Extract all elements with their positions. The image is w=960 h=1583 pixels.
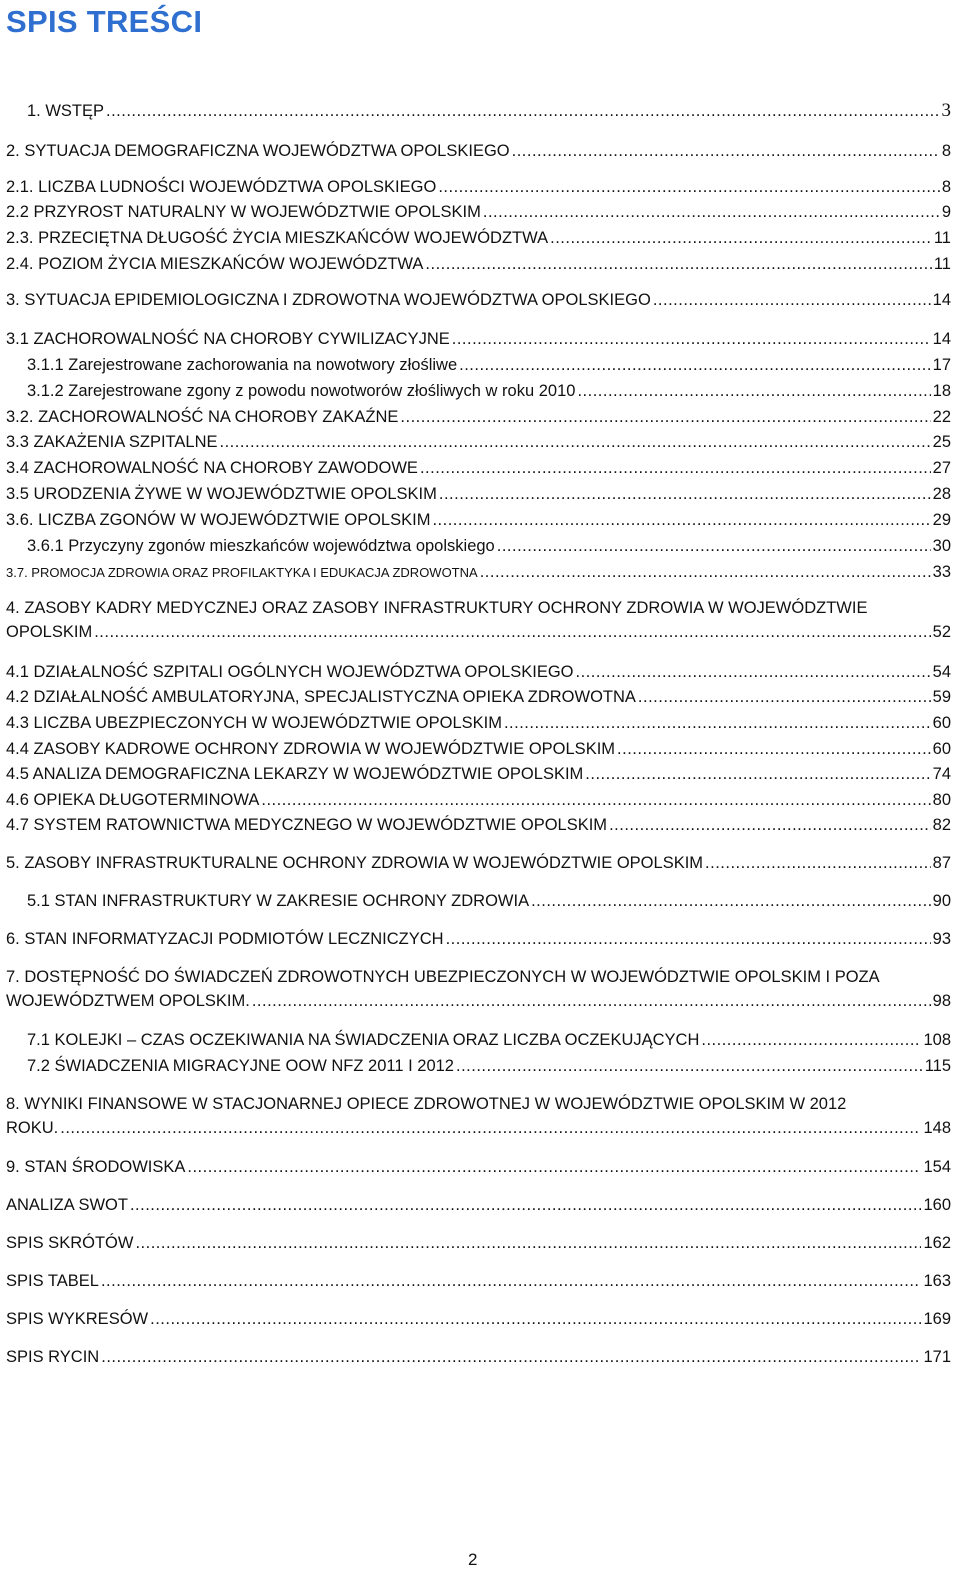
toc-entry-page: 82 <box>932 816 951 834</box>
toc-entry[interactable] <box>27 537 951 556</box>
leader-dots <box>617 740 931 759</box>
toc-entry-page: 25 <box>932 433 951 451</box>
leader-dots <box>456 1057 923 1076</box>
toc-entry-text: 2.4. POZIOM ŻYCIA MIESZKAŃCÓW WOJEWÓDZTWA <box>6 255 424 273</box>
toc-entry[interactable] <box>6 1234 951 1253</box>
toc-entry-text: 4.4 ZASOBY KADROWE OCHRONY ZDROWIA W WOJEWÓDZTWIE OPOLSKIM <box>6 740 616 758</box>
toc-entry-page: 52 <box>932 623 951 641</box>
page-number: 2 <box>468 1550 478 1569</box>
toc-entry[interactable] <box>27 100 951 122</box>
toc-entry-text: 5.1 STAN INFRASTRUKTURY W ZAKRESIE OCHRONY ZDROWIA <box>27 892 530 910</box>
toc-entry-page: 22 <box>932 408 951 426</box>
toc-entry-page: 9 <box>941 203 951 221</box>
toc-entry-text: 7.2 ŚWIADCZENIA MIGRACYJNE OOW NFZ 2011 I 2012 <box>27 1057 454 1075</box>
toc-entry[interactable] <box>6 740 951 759</box>
leader-dots <box>425 255 931 274</box>
toc-entry[interactable] <box>6 854 951 873</box>
toc-entry[interactable] <box>6 791 951 810</box>
toc-entry-page: 54 <box>932 663 951 681</box>
toc-entry[interactable] <box>6 1310 951 1329</box>
toc-entry[interactable] <box>6 1158 951 1177</box>
toc-entry[interactable] <box>6 255 951 274</box>
toc-entry-page: 162 <box>923 1234 951 1252</box>
toc-entry-page: 74 <box>932 765 951 783</box>
toc-entry[interactable] <box>6 663 951 682</box>
toc-entry-page: 14 <box>932 330 951 348</box>
toc-entry[interactable] <box>6 203 951 222</box>
toc-entry[interactable] <box>6 930 951 949</box>
toc-entry-text: 4.1 DZIAŁALNOŚĆ SZPITALI OGÓLNYCH WOJEWÓDZTWA OPOLSKIEGO <box>6 663 574 681</box>
toc-entry-multiline[interactable] <box>6 968 951 1011</box>
leader-dots <box>452 330 931 349</box>
leader-dots <box>150 1310 921 1329</box>
leader-dots <box>220 433 931 452</box>
leader-dots <box>483 203 940 222</box>
leader-dots <box>400 408 930 427</box>
toc-entry[interactable] <box>6 459 951 478</box>
toc-entry-text: 3.4 ZACHOROWALNOŚĆ NA CHOROBY ZAWODOWE <box>6 459 418 477</box>
toc-entry[interactable] <box>27 356 951 375</box>
toc-entry-text: ANALIZA SWOT <box>6 1196 128 1214</box>
leader-dots <box>94 623 930 642</box>
leader-dots <box>432 511 930 530</box>
toc-entry-page: 171 <box>923 1348 951 1366</box>
toc-entry[interactable] <box>6 1348 951 1367</box>
toc-entry-text: 9. STAN ŚRODOWISKA <box>6 1158 186 1176</box>
toc-entry[interactable] <box>6 1196 951 1215</box>
toc-entry-page: 90 <box>932 892 951 910</box>
leader-dots <box>130 1196 922 1215</box>
toc-entry-page: 154 <box>923 1158 951 1176</box>
leader-dots <box>439 485 931 504</box>
toc-entry-line2 <box>6 992 951 1011</box>
leader-dots <box>577 382 930 401</box>
toc-entry-text: 3.3 ZAKAŻENIA SZPITALNE <box>6 433 218 451</box>
toc-entry[interactable] <box>6 688 951 707</box>
leader-dots <box>480 563 931 582</box>
toc-entry-page: 14 <box>932 291 951 309</box>
toc-entry-text: 4.3 LICZBA UBEZPIECZONYCH W WOJEWÓDZTWIE OPOLSKIM <box>6 714 502 732</box>
toc-entry-text-cont: WOJEWÓDZTWEM OPOLSKIM. <box>6 992 250 1010</box>
toc-entry[interactable] <box>6 816 951 835</box>
leader-dots <box>60 1119 921 1138</box>
toc-entry[interactable] <box>6 330 951 349</box>
toc-entry-text: 3.5 URODZENIA ŻYWE W WOJEWÓDZTWIE OPOLSKIM <box>6 485 437 503</box>
toc-entry-page: 59 <box>932 688 951 706</box>
toc-entry-text: SPIS WYKRESÓW <box>6 1310 149 1328</box>
toc-entry-text: 3.1.2 Zarejestrowane zgony z powodu nowotworów złośliwych w roku 2010 <box>27 382 576 400</box>
leader-dots <box>438 178 940 197</box>
toc-entry-text-cont: OPOLSKIM <box>6 623 93 641</box>
leader-dots <box>609 816 931 835</box>
toc-entry-page: 163 <box>923 1272 951 1290</box>
leader-dots <box>701 1031 921 1050</box>
leader-dots <box>638 688 931 707</box>
toc-entry-text: 6. STAN INFORMATYZACJI PODMIOTÓW LECZNICZYCH <box>6 930 444 948</box>
toc-entry-text: 3.6.1 Przyczyny zgonów mieszkańców województwa opolskiego <box>27 537 495 555</box>
toc-entry-page: 98 <box>932 992 951 1010</box>
toc-entry-line2 <box>6 1119 951 1138</box>
toc-entry[interactable] <box>6 563 951 582</box>
toc-entry-text: SPIS SKRÓTÓW <box>6 1234 134 1252</box>
toc-entry[interactable] <box>27 1057 951 1076</box>
toc-entry-page: 148 <box>923 1119 951 1137</box>
toc-entry-page: 11 <box>933 255 951 273</box>
toc-entry-text: 5. ZASOBY INFRASTRUKTURALNE OCHRONY ZDROWIA W WOJEWÓDZTWIE OPOLSKIM <box>6 854 704 872</box>
toc-entry[interactable] <box>6 433 951 452</box>
page-title: SPIS TREŚCI <box>6 4 203 39</box>
toc-entry[interactable] <box>6 714 951 733</box>
leader-dots <box>512 142 940 161</box>
toc-entry-text: 7.1 KOLEJKI – CZAS OCZEKIWANIA NA ŚWIADCZENIA ORAZ LICZBA OCZEKUJĄCYCH <box>27 1031 700 1049</box>
toc-entry-page: 115 <box>924 1057 951 1075</box>
toc-entry-text: SPIS RYCIN <box>6 1348 100 1366</box>
toc-entry-line2 <box>6 623 951 642</box>
leader-dots <box>252 992 931 1011</box>
toc-entry-multiline[interactable] <box>6 599 951 642</box>
toc-entry-page: 29 <box>932 511 951 529</box>
toc-entry[interactable] <box>6 178 951 197</box>
toc-entry-page: 108 <box>923 1031 951 1049</box>
toc-entry[interactable] <box>6 511 951 530</box>
leader-dots <box>135 1234 921 1253</box>
toc-entry-page: 17 <box>932 356 951 374</box>
toc-entry-text: 3.1 ZACHOROWALNOŚĆ NA CHOROBY CYWILIZACYJNE <box>6 330 450 348</box>
leader-dots <box>705 854 931 873</box>
leader-dots <box>106 102 939 121</box>
leader-dots <box>497 537 931 556</box>
toc-entry[interactable] <box>6 485 951 504</box>
toc-entry[interactable] <box>27 892 951 911</box>
toc-entry[interactable] <box>6 765 951 784</box>
leader-dots <box>585 765 930 784</box>
toc-entry-text: 3.2. ZACHOROWALNOŚĆ NA CHOROBY ZAKAŹNE <box>6 408 399 426</box>
toc-entry-page: 93 <box>932 930 951 948</box>
toc-entry[interactable] <box>6 291 951 310</box>
toc-entry-text: 4.7 SYSTEM RATOWNICTWA MEDYCZNEGO W WOJEWÓDZTWIE OPOLSKIM <box>6 816 608 834</box>
leader-dots <box>446 930 931 949</box>
toc-entry-text: 4.6 OPIEKA DŁUGOTERMINOWA <box>6 791 260 809</box>
toc-entry[interactable] <box>6 142 951 161</box>
toc-entry[interactable] <box>6 229 951 248</box>
toc-entry-text: 4.5 ANALIZA DEMOGRAFICZNA LEKARZY W WOJEWÓDZTWIE OPOLSKIM <box>6 765 584 783</box>
leader-dots <box>550 229 932 248</box>
toc-entry-page: 18 <box>932 382 951 400</box>
toc-entry-text: 4. ZASOBY KADRY MEDYCZNEJ ORAZ ZASOBY INFRASTRUKTURY OCHRONY ZDROWIA W WOJEWÓDZTWIE <box>6 599 868 617</box>
toc-entry-page: 30 <box>932 537 951 555</box>
toc-entry-text: 8. WYNIKI FINANSOWE W STACJONARNEJ OPIECE ZDROWOTNEJ W WOJEWÓDZTWIE OPOLSKIM W 2012 <box>6 1095 847 1113</box>
toc-entry-page: 60 <box>932 714 951 732</box>
toc-entry-page: 11 <box>933 229 951 247</box>
toc-entry-page: 8 <box>941 178 951 196</box>
toc-entry-page: 169 <box>923 1310 951 1328</box>
leader-dots <box>261 791 930 810</box>
toc-entry-text: 4.2 DZIAŁALNOŚĆ AMBULATORYJNA, SPECJALISTYCZNA OPIEKA ZDROWOTNA <box>6 688 636 706</box>
leader-dots <box>531 892 931 911</box>
toc-entry-text: 2. SYTUACJA DEMOGRAFICZNA WOJEWÓDZTWA OPOLSKIEGO <box>6 142 510 160</box>
leader-dots <box>653 291 931 310</box>
toc-entry-page: 28 <box>932 485 951 503</box>
leader-dots <box>187 1158 921 1177</box>
toc-entry[interactable] <box>27 1031 951 1050</box>
toc-entry-text: 3.1.1 Zarejestrowane zachorowania na nowotwory złośliwe <box>27 356 458 374</box>
toc-entry[interactable] <box>6 408 951 427</box>
toc-entry-page: 80 <box>932 791 951 809</box>
toc-entry-page: 33 <box>932 563 951 581</box>
leader-dots <box>576 663 931 682</box>
toc-entry-page: 160 <box>923 1196 951 1214</box>
toc-entry-text: SPIS TABEL <box>6 1272 99 1290</box>
toc-entry-page: 60 <box>932 740 951 758</box>
leader-dots <box>101 1272 922 1291</box>
toc-entry-multiline[interactable] <box>6 1095 951 1138</box>
toc-entry-text: 3. SYTUACJA EPIDEMIOLOGICZNA I ZDROWOTNA WOJEWÓDZTWA OPOLSKIEGO <box>6 291 651 309</box>
toc-entry-text: 3.7. PROMOCJA ZDROWIA ORAZ PROFILAKTYKA I EDUKACJA ZDROWOTNA <box>6 565 478 580</box>
toc-entry-text: 1. WSTĘP <box>27 102 105 120</box>
leader-dots <box>459 356 931 375</box>
toc-entry-page: 87 <box>932 854 951 872</box>
toc-entry-text: 2.3. PRZECIĘTNA DŁUGOŚĆ ŻYCIA MIESZKAŃCÓW WOJEWÓDZTWA <box>6 229 549 247</box>
leader-dots <box>101 1348 921 1367</box>
toc-entry-text-cont: ROKU. <box>6 1119 59 1137</box>
toc-entry-text: 3.6. LICZBA ZGONÓW W WOJEWÓDZTWIE OPOLSKIM <box>6 511 431 529</box>
leader-dots <box>504 714 931 733</box>
toc-entry-text: 7. DOSTĘPNOŚĆ DO ŚWIADCZEŃ ZDROWOTNYCH UBEZPIECZONYCH W WOJEWÓDZTWIE OPOLSKIM I POZA <box>6 968 880 986</box>
toc-entry-text: 2.2 PRZYROST NATURALNY W WOJEWÓDZTWIE OPOLSKIM <box>6 203 481 221</box>
leader-dots <box>420 459 931 478</box>
toc-entry-page: 27 <box>932 459 951 477</box>
toc-entry[interactable] <box>27 382 951 401</box>
toc-entry-page: 8 <box>941 142 951 160</box>
toc-entry-text: 2.1. LICZBA LUDNOŚCI WOJEWÓDZTWA OPOLSKIEGO <box>6 178 437 196</box>
toc-entry-page: 3 <box>941 100 951 121</box>
toc-entry[interactable] <box>6 1272 951 1291</box>
